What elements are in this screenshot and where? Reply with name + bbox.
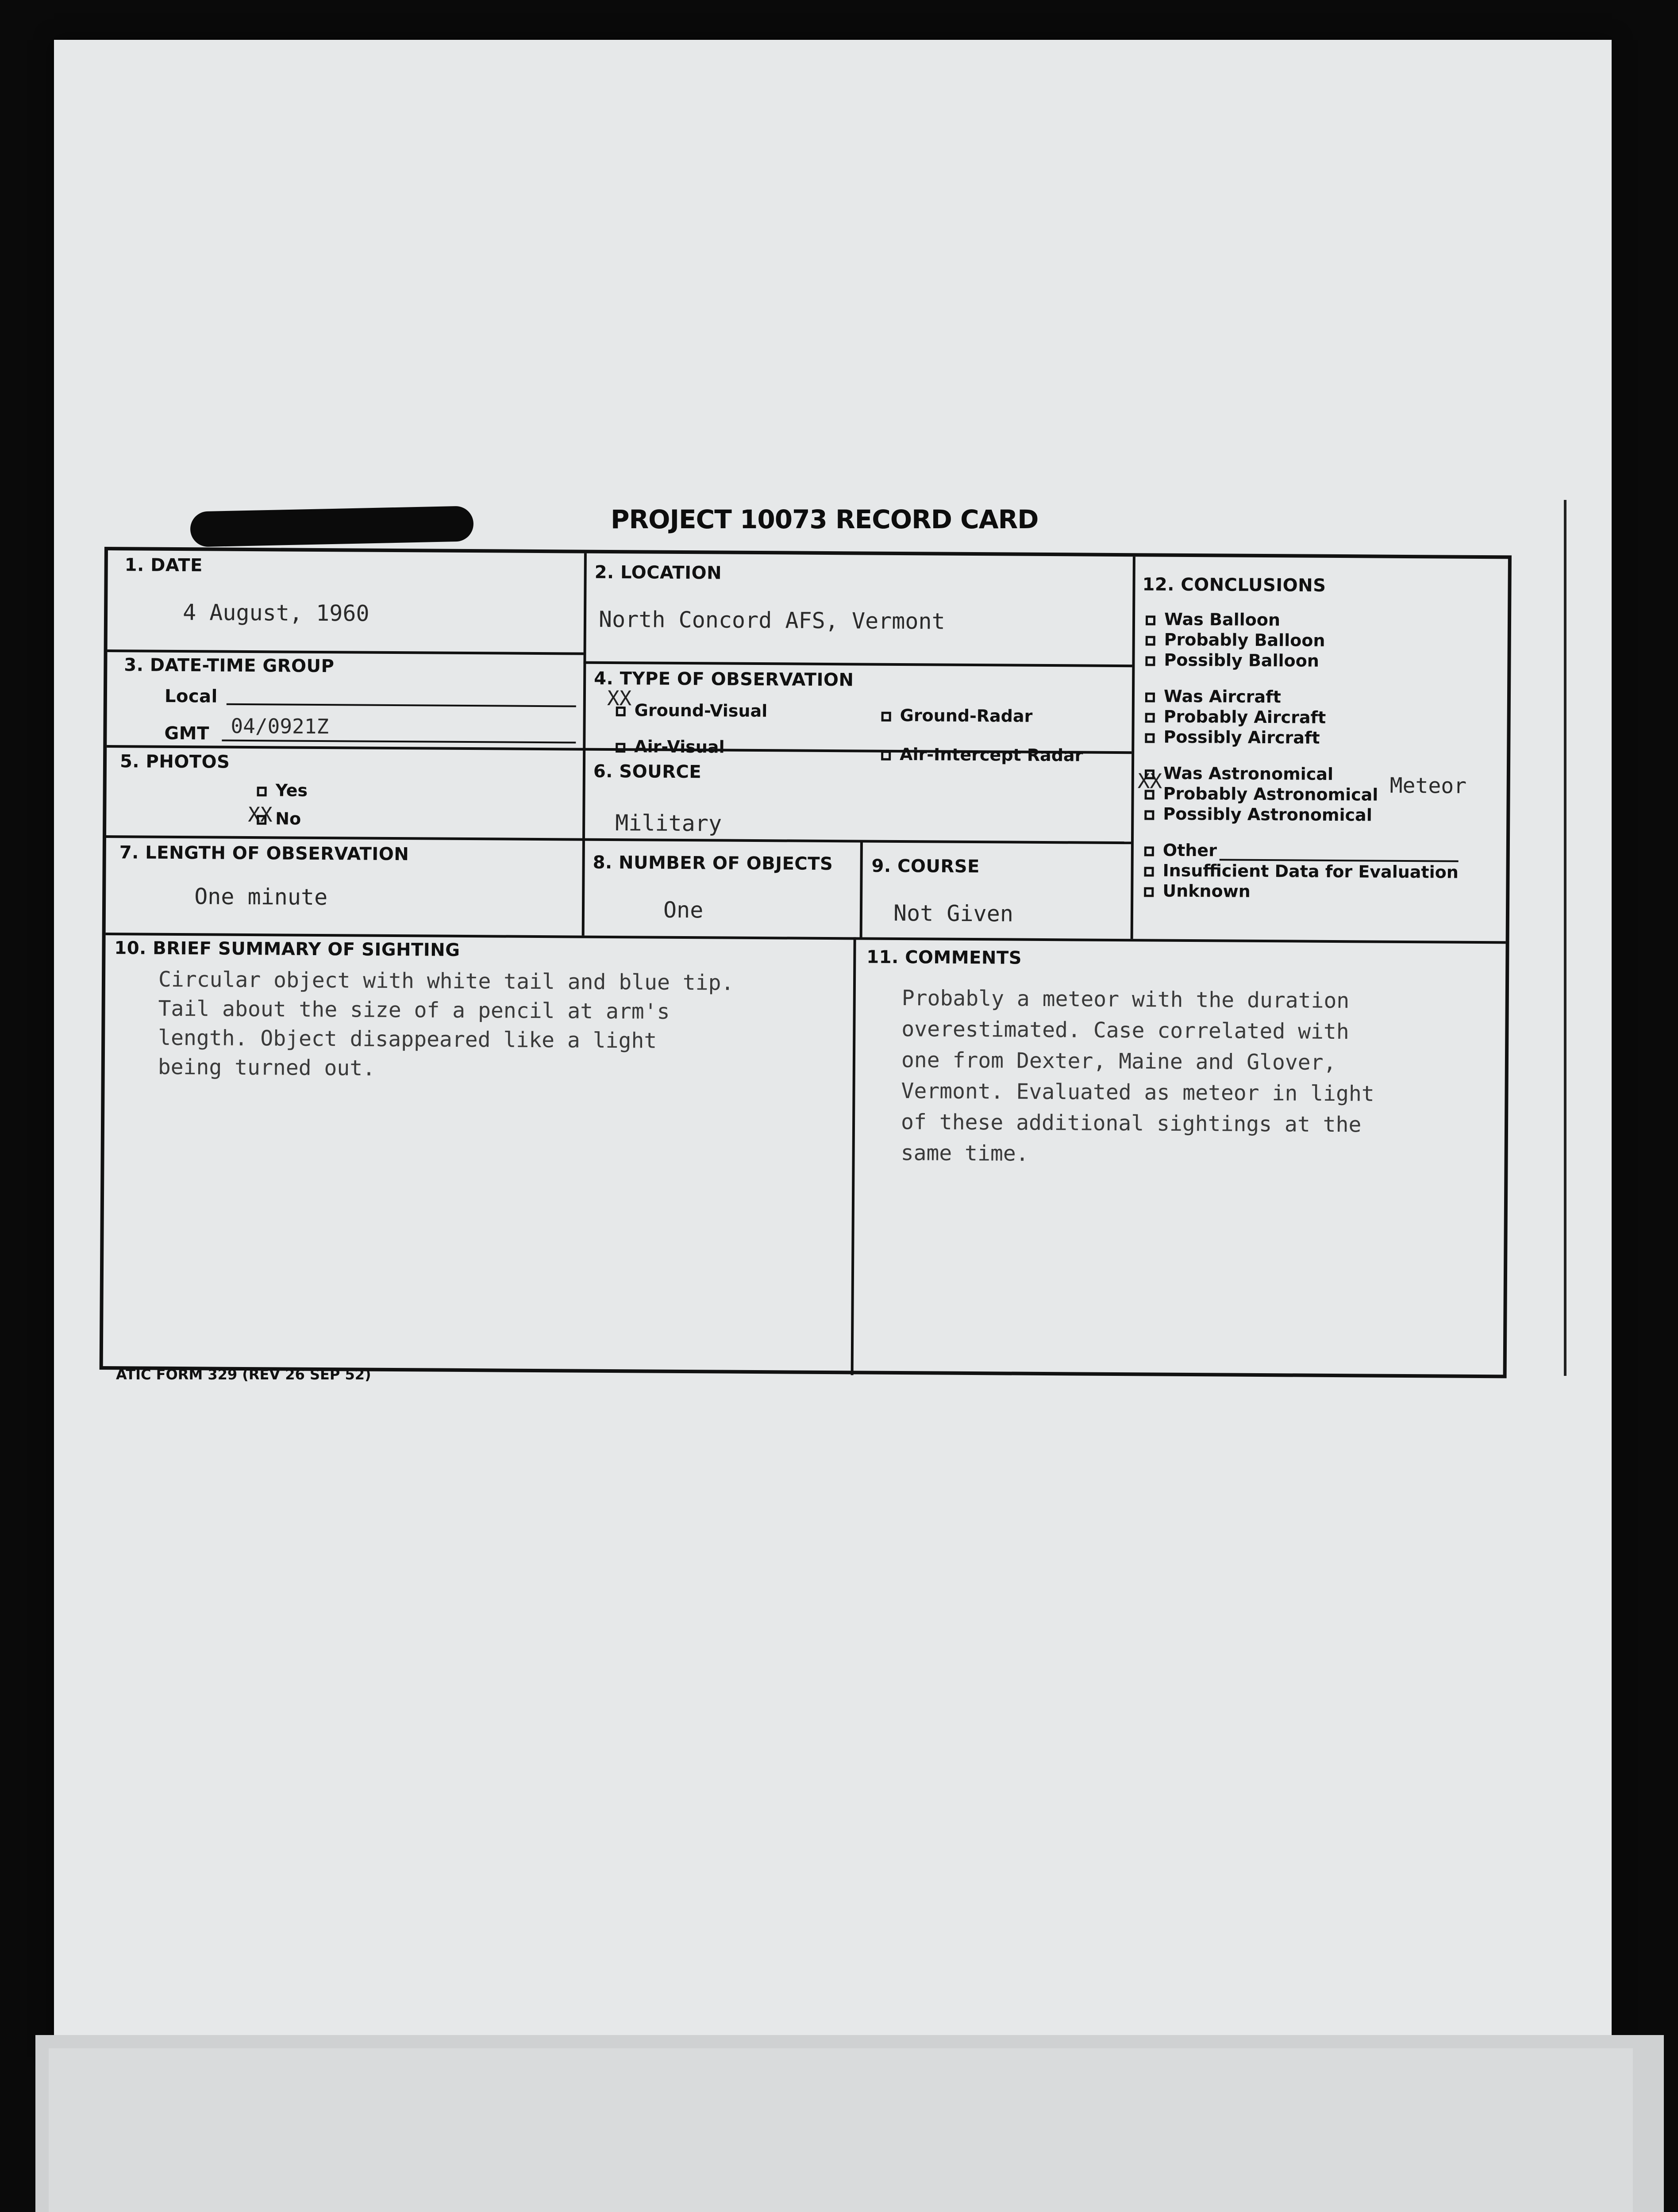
conclusion-probably-balloon: Probably Balloon <box>1146 629 1460 651</box>
conclusions-note: Meteor <box>1389 773 1467 799</box>
gmt-underline <box>222 740 576 744</box>
location-value: North Concord AFS, Vermont <box>598 606 945 634</box>
conclusions-check-mark: XX <box>1137 769 1162 793</box>
checkbox-icon <box>257 815 266 825</box>
conclusion-was-astronomical: Was Astronomical <box>1145 763 1459 785</box>
checkbox-icon <box>1144 867 1154 876</box>
conclusions-label: 12. CONCLUSIONS <box>1142 574 1326 596</box>
divider <box>851 937 856 1375</box>
divider <box>108 649 584 655</box>
summary-label: 10. BRIEF SUMMARY OF SIGHTING <box>114 938 460 960</box>
conclusion-probably-astronomical: Probably Astronomical <box>1144 783 1459 805</box>
location-label: 2. LOCATION <box>594 562 722 584</box>
checkbox-icon <box>616 743 625 753</box>
comments-label: 11. COMMENTS <box>866 947 1022 968</box>
obs-option-ground-visual: Ground-Visual <box>616 700 768 721</box>
conclusion-unknown: Unknown <box>1144 880 1459 902</box>
photos-no: No <box>257 809 301 829</box>
divider <box>860 842 863 937</box>
dtg-gmt-label: GMT <box>164 723 209 744</box>
length-label: 7. LENGTH OF OBSERVATION <box>119 842 409 865</box>
conclusions-list <box>1144 609 1460 902</box>
checkbox-icon <box>1145 769 1155 779</box>
checkbox-icon <box>1144 810 1154 820</box>
date-value: 4 August, 1960 <box>182 599 369 626</box>
checkbox-icon <box>257 787 267 796</box>
conclusion-possibly-astronomical: Possibly Astronomical <box>1144 803 1459 826</box>
date-label: 1. DATE <box>124 555 203 576</box>
obs-option-ground-radar: Ground-Radar <box>881 706 1033 726</box>
source-label: 6. SOURCE <box>593 761 702 783</box>
local-underline <box>227 703 576 707</box>
redaction-mark <box>190 506 474 547</box>
num-objects-value: One <box>663 897 704 923</box>
next-page-edge <box>49 2048 1633 2212</box>
conclusion-insufficient-data: Insufficient Data for Evaluation <box>1144 860 1459 882</box>
conclusion-was-balloon: Was Balloon <box>1146 609 1460 631</box>
checkbox-icon <box>1145 790 1155 799</box>
checkbox-icon <box>1145 733 1155 743</box>
obs-option-air-intercept-radar: Air-Intercept Radar <box>881 745 1083 765</box>
checkbox-icon <box>1144 887 1154 897</box>
checkbox-icon <box>881 711 891 721</box>
checkbox-icon <box>1146 615 1155 625</box>
divider <box>583 661 1132 668</box>
obs-check-mark: XX <box>607 686 632 710</box>
conclusion-possibly-balloon: Possibly Balloon <box>1145 649 1460 672</box>
dtg-label: 3. DATE-TIME GROUP <box>124 655 335 677</box>
record-card <box>100 547 1512 1378</box>
photos-yes: Yes <box>257 780 308 800</box>
source-value: Military <box>615 810 722 837</box>
conclusion-possibly-aircraft: Possibly Aircraft <box>1145 726 1459 749</box>
num-objects-label: 8. NUMBER OF OBJECTS <box>593 852 833 875</box>
checkbox-icon <box>1146 636 1155 645</box>
comments-text: Probably a meteor with the duration overestimated. Case correlated with one from Dexter, Maine and Glover, Vermont. Evaluated as meteor in light of these additional sightings at the same time. <box>901 986 1374 1166</box>
checkbox-icon <box>881 750 891 760</box>
obs-option-air-visual: Air-Visual <box>616 737 725 757</box>
page-edge-line <box>1564 500 1566 1376</box>
checkbox-icon <box>1144 846 1154 856</box>
summary-text: Circular object with white tail and blue tip. Tail about the size of a pencil at arm's length. Object disappeared like a light being turned out. <box>158 967 734 1081</box>
course-label: 9. COURSE <box>871 856 980 877</box>
form-id: ATIC FORM 329 (REV 26 SEP 52) <box>116 1366 371 1383</box>
checkbox-icon <box>1145 713 1155 722</box>
checkbox-icon <box>1145 692 1155 702</box>
conclusion-probably-aircraft: Probably Aircraft <box>1145 706 1460 728</box>
spacer <box>1144 824 1459 841</box>
divider <box>582 553 587 936</box>
card-title: PROJECT 10073 RECORD CARD <box>611 504 1039 534</box>
checkbox-icon <box>1145 656 1155 666</box>
conclusion-other: Other <box>1144 840 1459 862</box>
divider <box>106 835 1131 844</box>
dtg-gmt-value: 04/0921Z <box>231 714 329 739</box>
spacer <box>1145 670 1460 687</box>
obs-type-label: 4. TYPE OF OBSERVATION <box>594 668 854 691</box>
photos-check-mark: XX <box>248 802 273 827</box>
length-value: One minute <box>194 883 328 910</box>
dtg-local-label: Local <box>164 686 218 707</box>
lower-film-strip <box>35 2035 1664 2212</box>
divider <box>1131 557 1135 939</box>
photos-label: 5. PHOTOS <box>119 751 230 772</box>
conclusion-was-aircraft: Was Aircraft <box>1145 686 1460 708</box>
checkbox-icon <box>616 707 626 716</box>
course-value: Not Given <box>893 900 1014 927</box>
spacer <box>1145 747 1459 764</box>
